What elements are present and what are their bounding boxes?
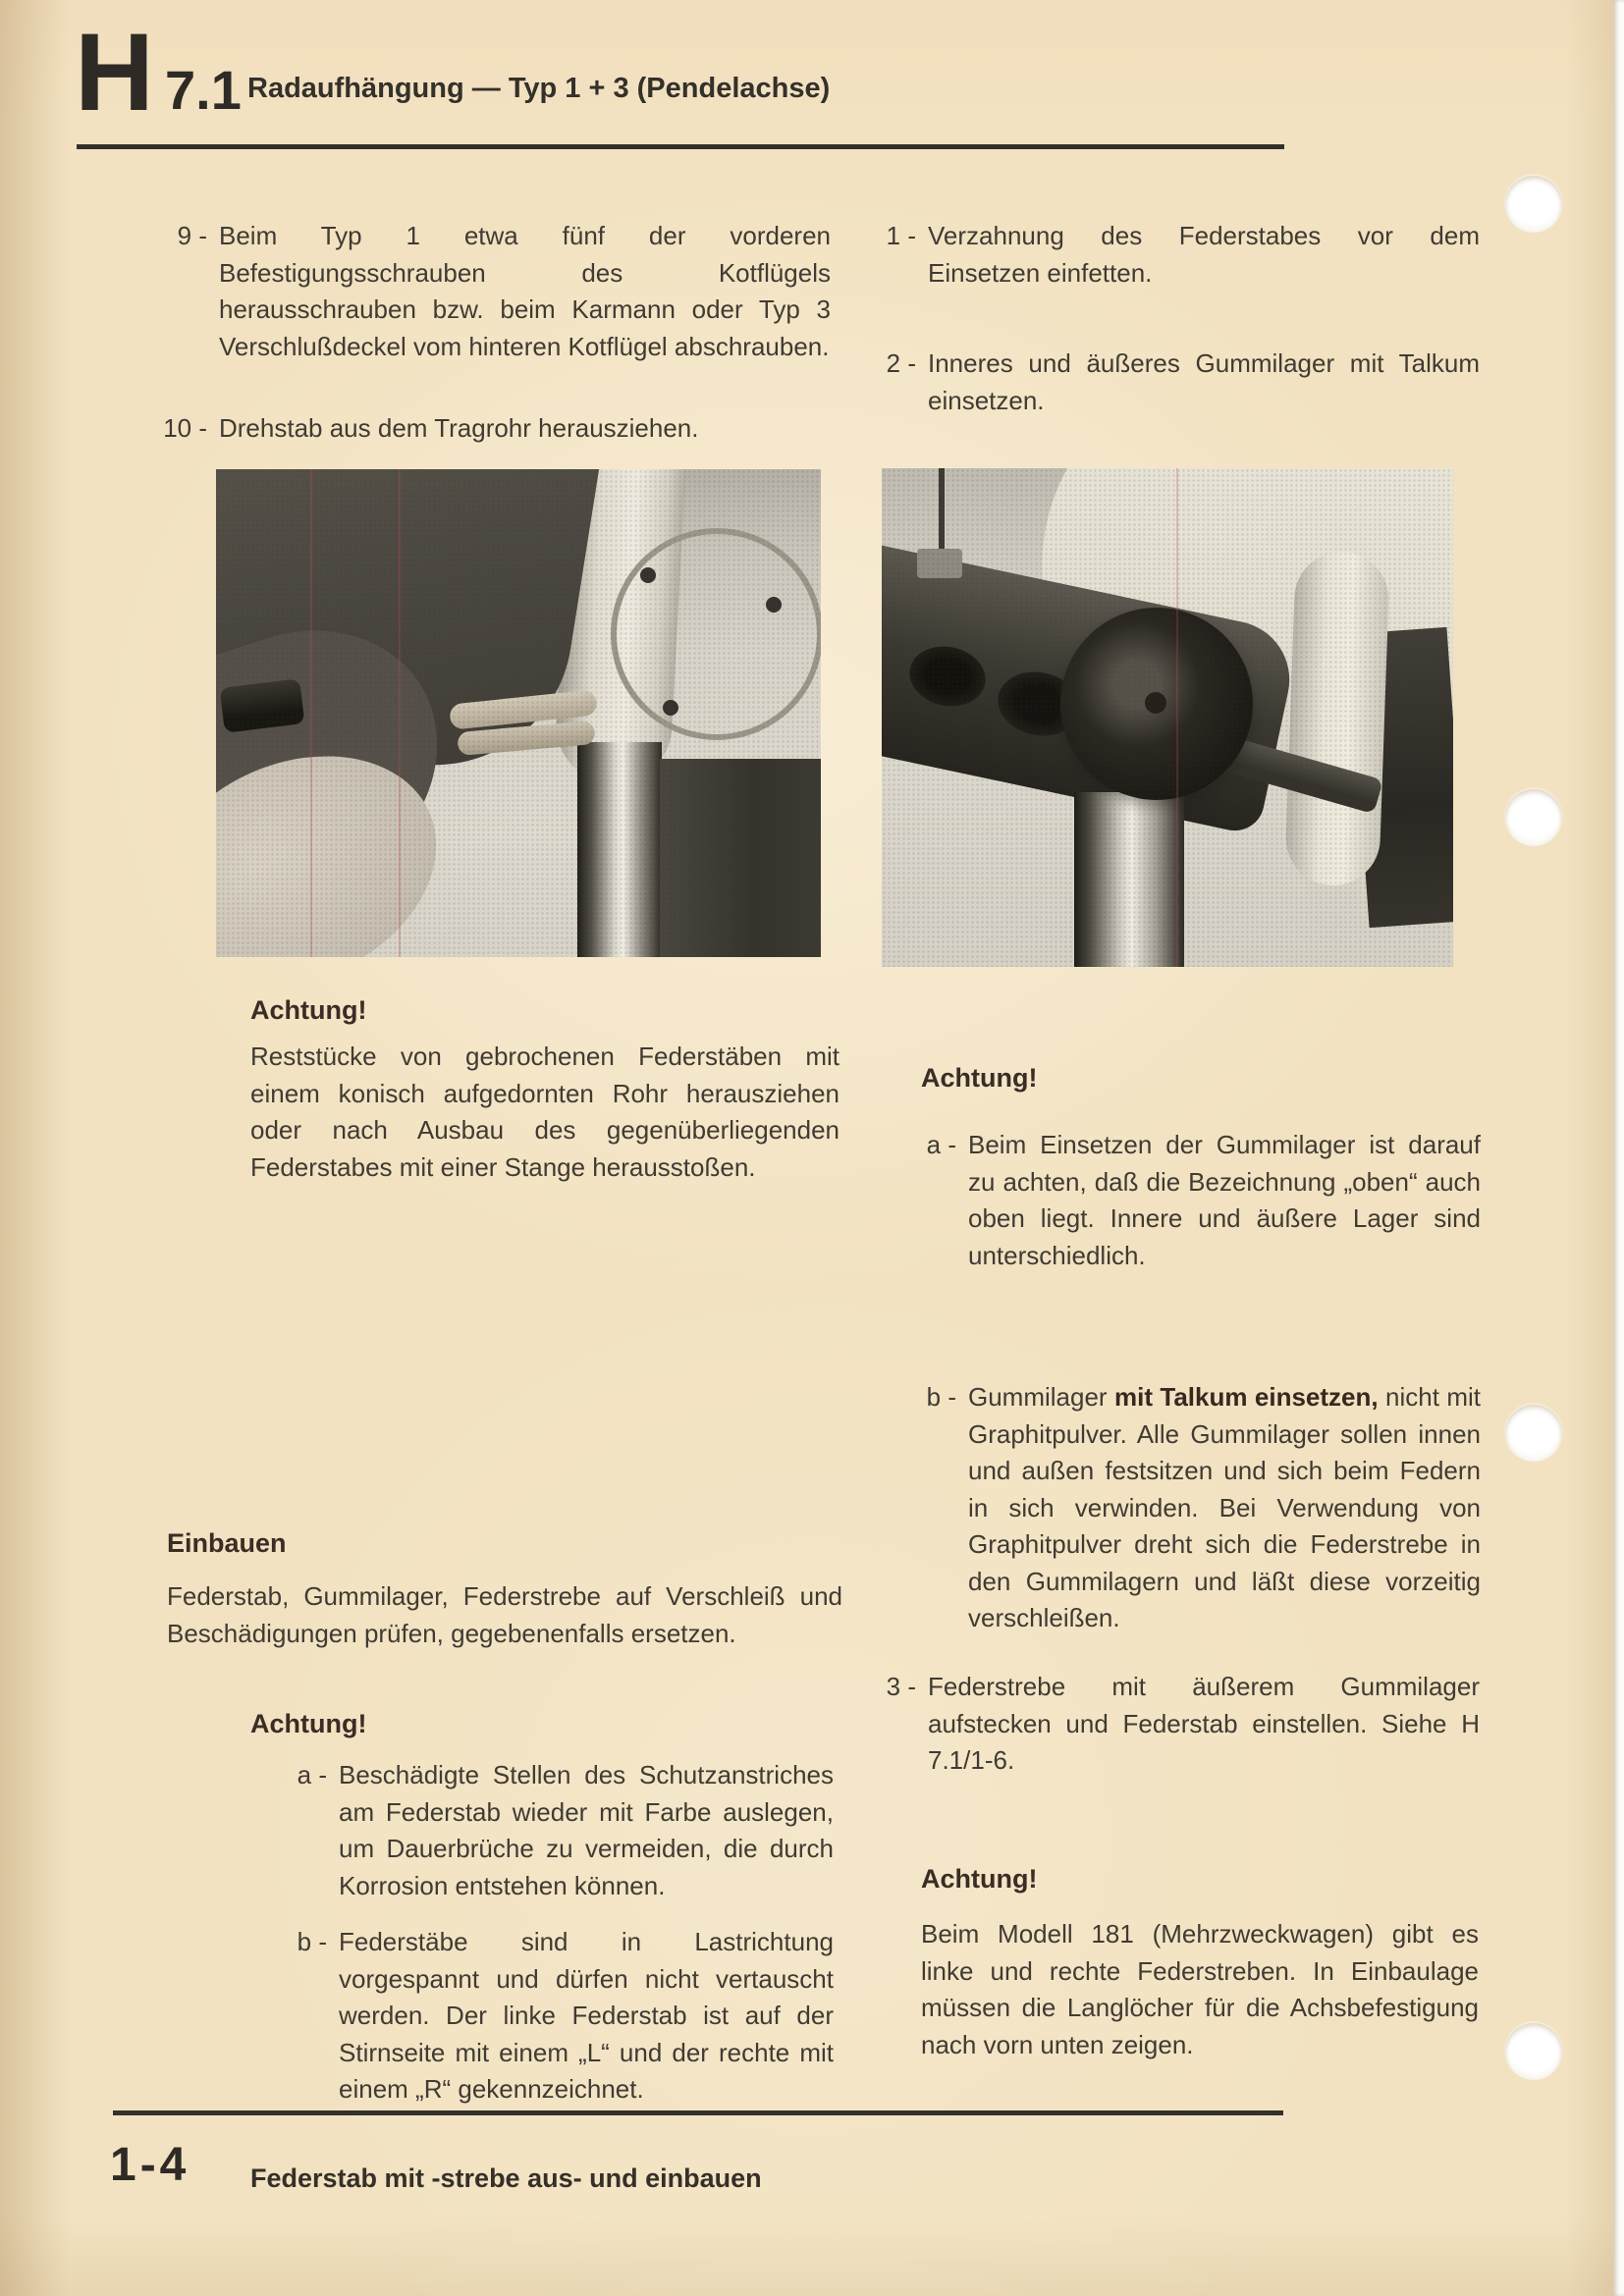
scan-artifact-line	[399, 469, 401, 957]
support-tube-shape	[577, 742, 662, 957]
note-letter: b -	[926, 1382, 956, 1412]
note-text: Beim Einsetzen der Gummilager ist darauf zu achten, daß die Bezeichnung „oben“ auch oben liegt. Innere und äußere Lager sind unterschiedlich.	[968, 1130, 1481, 1270]
note-text-bold-run: mit Talkum einsetzen,	[1114, 1382, 1379, 1412]
footer-title: Federstab mit -strebe aus- und einbauen	[250, 2163, 762, 2193]
page-edge	[1613, 0, 1624, 2296]
note-a	[921, 1127, 1481, 1274]
rod-base-shape	[917, 549, 962, 578]
step-text: Drehstab aus dem Tragrohr herausziehen.	[219, 413, 699, 443]
step-10	[147, 410, 831, 448]
achtung-text: Reststücke von gebrochenen Federstäben mit einem konisch aufgedornten Rohr herausziehen oder nach Ausbau des gegenüberliegenden Federstabes mit einer Stange herausstoßen.	[250, 1041, 839, 1182]
step-text: Inneres und äußeres Gummilager mit Talkum einsetzen.	[928, 348, 1480, 415]
white-strut-shape	[1284, 550, 1390, 886]
step-number: 10 -	[163, 413, 207, 443]
step-text: Federstrebe mit äußerem Gummilager aufstecken und Federstab einstellen. Siehe H 7.1/1-6.	[928, 1672, 1480, 1775]
flange-bolt-hole	[766, 597, 782, 613]
einbauen-heading: Einbauen	[167, 1528, 287, 1558]
step-text: Beim Typ 1 etwa fünf der vorderen Befestigungsschrauben des Kotflügels herausschrauben bzw. beim Karmann oder Typ 3 Verschlußdeckel vom hinteren Kotflügel abschrauben.	[219, 221, 831, 361]
note-letter: a -	[297, 1760, 327, 1789]
note-letter: a -	[926, 1130, 956, 1159]
flange-bolt-hole	[640, 567, 656, 583]
note-text	[968, 1379, 1481, 1637]
photo-torsion-bar-removal	[216, 469, 821, 957]
punch-hole	[1505, 789, 1562, 846]
step-3	[877, 1669, 1480, 1780]
step-number: 9 -	[177, 221, 207, 250]
step-number: 1 -	[886, 221, 916, 250]
scan-artifact-line	[1176, 468, 1178, 967]
flange-bolt-hole	[663, 700, 678, 716]
note-b	[921, 1379, 1481, 1637]
achtung-heading: Achtung!	[250, 1709, 367, 1738]
page-title: Radaufhängung — Typ 1 + 3 (Pendelachse)	[247, 73, 831, 104]
step-2	[877, 346, 1480, 419]
achtung-heading: Achtung!	[921, 1063, 1038, 1093]
punch-hole	[1505, 1405, 1562, 1462]
step-text: Verzahnung des Federstabes vor dem Einsetzen einfetten.	[928, 221, 1480, 288]
support-tube-shape	[1074, 792, 1184, 967]
shadow-area	[660, 759, 821, 957]
note-text: Beschädigte Stellen des Schutzanstriches am Federstab wieder mit Farbe auslegen, um Dauerbrüche zu vermeiden, die durch Korrosion entstehen können.	[339, 1760, 834, 1900]
section-code: H	[75, 11, 152, 133]
note-text: Federstäbe sind in Lastrichtung vorgespannt und dürfen nicht vertauscht werden. Der linke Federstab ist auf der Stirnseite mit einem „L“ und der rechte mit einem „R“ gekennzeichnet.	[339, 1927, 834, 2104]
note-letter: b -	[297, 1927, 327, 1956]
step-1	[877, 218, 1480, 292]
note-text-run: nicht mit Graphitpulver. Alle Gummilager sollen innen und außen festsitzen und sich beim Federn in sich verwinden. Bei Verwendung von Graphitpulver dreht sich die Federstrebe in den Gummilagern und läßt diese vorzeitig verschleißen.	[968, 1382, 1481, 1632]
header-rule	[77, 144, 1284, 149]
step-9	[160, 218, 831, 365]
note-a	[292, 1757, 834, 1904]
achtung-text: Beim Modell 181 (Mehrzweckwagen) gibt es linke und rechte Federstreben. In Einbaulage müssen die Langlöcher für die Achsbefestigung nach vorn unten zeigen.	[921, 1919, 1479, 2059]
footer-rule	[113, 2110, 1283, 2115]
punch-hole	[1505, 2023, 1562, 2080]
step-number: 3 -	[886, 1672, 916, 1701]
achtung-heading: Achtung!	[250, 995, 367, 1025]
einbauen-text: Federstab, Gummilager, Federstrebe auf Verschleiß und Beschädigungen prüfen, gegebenenfalls ersetzen.	[167, 1581, 842, 1648]
achtung-heading: Achtung!	[921, 1864, 1038, 1894]
bolt-shape	[1269, 665, 1294, 690]
section-number: 7.1	[165, 59, 242, 121]
page-number: 1-4	[110, 2139, 190, 2191]
scan-artifact-line	[310, 469, 312, 957]
photo-rubber-bearing	[882, 468, 1453, 967]
note-b	[292, 1924, 834, 2109]
note-text-run: Gummilager	[968, 1382, 1114, 1412]
bearing-center-shape	[1145, 692, 1166, 714]
punch-hole	[1505, 176, 1562, 233]
step-number: 2 -	[886, 348, 916, 378]
